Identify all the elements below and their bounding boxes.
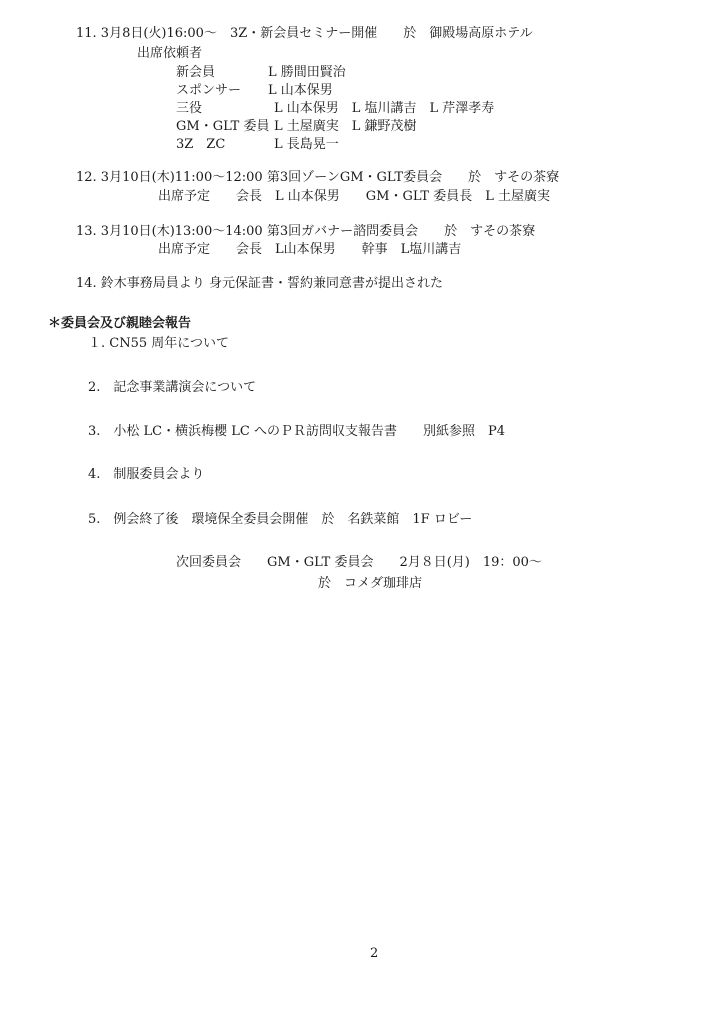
item-12-attendees: 出席予定 会長 L 山本保男 GM・GLT 委員長 L 土屋廣実 [158, 189, 550, 204]
item-14-line: 14. 鈴木事務局員より 身元保証書・誓約兼同意書が提出された [76, 276, 443, 291]
report-item: 4. 制服委員会より [88, 467, 205, 482]
report-item: 5. 例会終了後 環境保全委員会開催 於 名鉄菜館 1F ロビー [88, 512, 473, 527]
item-11-names: L 山本保男 [268, 83, 333, 98]
item-11-names: L 山本保男 L 塩川講吉 L 芹澤孝寿 [274, 101, 495, 116]
item-11-role: 3Z ZC [176, 137, 226, 152]
next-meeting-line: 次回委員会 GM・GLT 委員会 2月８日(月) 19：00～ [176, 555, 542, 570]
item-11-attendees-label: 出席依頼者 [137, 46, 203, 61]
report-item: 3. 小松 LC・横浜梅櫻 LC へのＰＲ訪問収支報告書 別紙参照 P4 [88, 424, 505, 439]
report-item: １. CN55 周年について [88, 336, 230, 351]
next-meeting-venue: 於 コメダ珈琲店 [318, 576, 423, 591]
item-11-role: 三役 [176, 101, 203, 116]
item-11-role: 新会員 [176, 65, 216, 80]
item-12-line: 12. 3月10日(木)11:00～12:00 第3回ゾーンGM・GLT委員会 於 すその茶寮 [76, 170, 560, 185]
item-13-attendees: 出席予定 会長 L山本保男 幹事 L塩川講吉 [158, 242, 462, 257]
page-number: 2 [370, 946, 379, 961]
item-11-role: スポンサー [176, 83, 242, 98]
item-11-names: L 長島晃一 [274, 137, 339, 152]
report-heading: ＊委員会及び親睦会報告 [48, 316, 192, 331]
item-11-names: L 勝間田賢治 [268, 65, 346, 80]
item-11-line: 11. 3月8日(火)16:00～ 3Z・新会員セミナー開催 於 御殿場高原ホテル [76, 26, 533, 41]
item-11-names: L 土屋廣実 L 鎌野茂樹 [274, 119, 417, 134]
item-13-line: 13. 3月10日(木)13:00～14:00 第3回ガバナー諮問委員会 於 すその茶寮 [76, 224, 536, 239]
report-item: 2. 記念事業講演会について [88, 380, 257, 395]
item-11-role: GM・GLT 委員 [176, 119, 270, 134]
